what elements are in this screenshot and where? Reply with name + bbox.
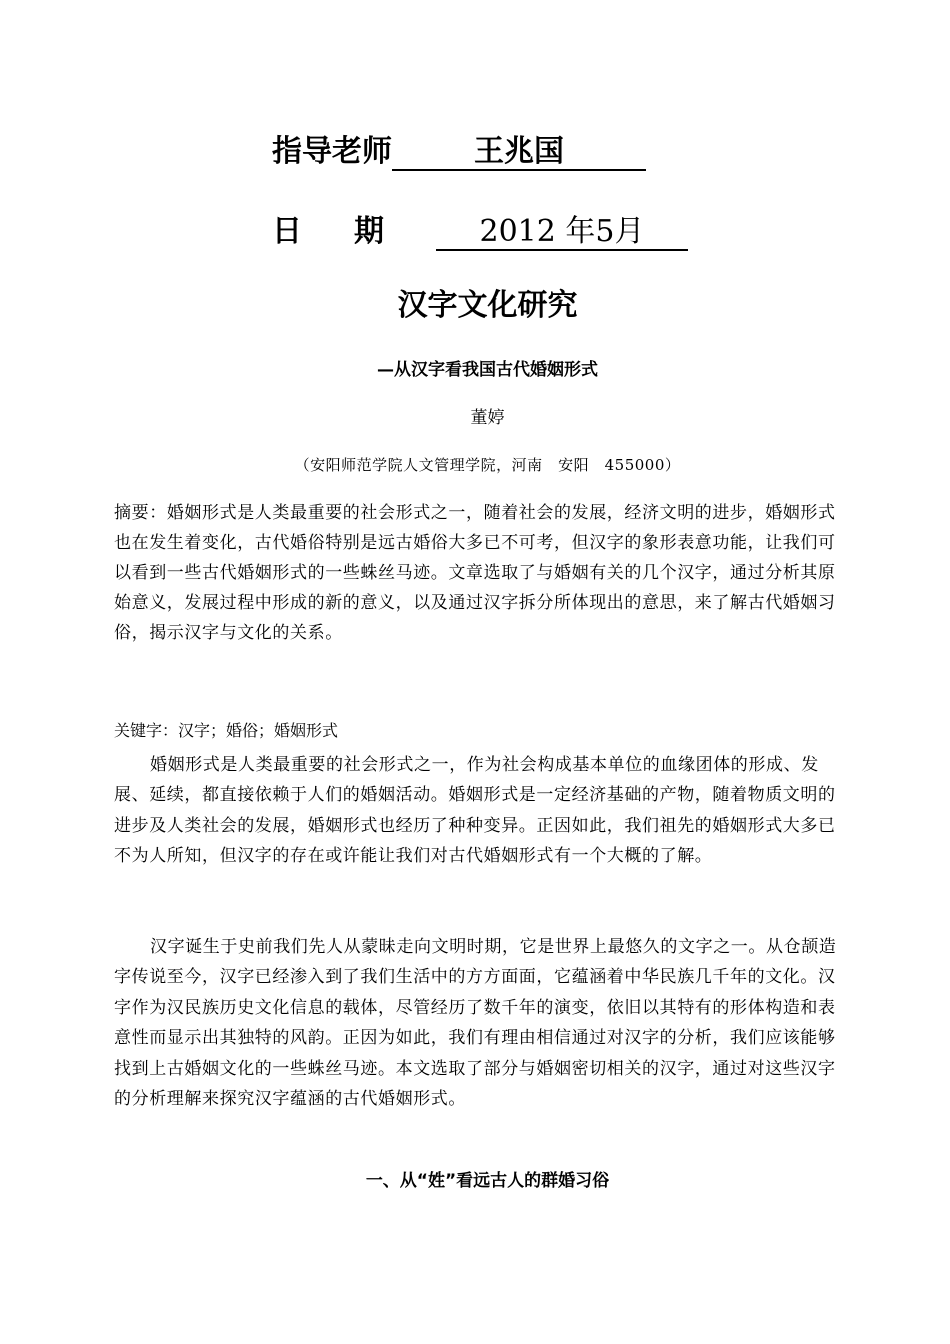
date-value: 2012 年5月 <box>436 215 688 251</box>
date-line <box>272 212 688 252</box>
abstract-block <box>114 498 844 648</box>
author-affiliation: （安阳师范学院人文管理学院，河南 安阳 455000） <box>294 456 681 474</box>
keywords-block <box>114 717 844 745</box>
keywords-text: 汉字；婚俗；婚姻形式 <box>178 721 339 740</box>
paper-subtitle: —从汉字看我国古代婚姻形式 <box>377 360 598 380</box>
abstract-label: 摘要： <box>114 503 167 523</box>
abstract-text: 婚姻形式是人类最重要的社会形式之一，随着社会的发展，经济文明的进步，婚姻形式也在发生着变化，古代婚俗特别是远古婚俗大多已不可考，但汉字的象形表意功能，让我们可以看到一些古代婚姻形式的一些蛛丝马迹。文章选取了与婚姻有关的几个汉字，通过分析其原始意义，发展过程中形成的新的意义，以及通过汉字拆分所体现出的意思，来了解古代婚姻习俗，揭示汉字与文化的关系。 <box>114 503 836 643</box>
keywords-label: 关键字： <box>114 721 179 740</box>
body-paragraph-1: 婚姻形式是人类最重要的社会形式之一，作为社会构成基本单位的血缘团体的形成、发展、延续，都直接依赖于人们的婚姻活动。婚姻形式是一定经济基础的产物，随着物质文明的进步及人类社会的发展，婚姻形式也经历了种种变异。正因如此，我们祖先的婚姻形式大多已不为人所知，但汉字的存在或许能让我们对古代婚姻形式有一个大概的了解。 <box>114 755 836 867</box>
paper-title: 汉字文化研究 <box>397 288 578 323</box>
section-heading: 一、从“姓”看远古人的群婚习俗 <box>365 1171 610 1191</box>
body-paragraph-2: 汉字诞生于史前我们先人从蒙昧走向文明时期，它是世界上最悠久的文字之一。从仓颉造字传说至今，汉字已经渗入到了我们生活中的方方面面，它蕴涵着中华民族几千年的文化。汉字作为汉民族历史文化信息的载体，尽管经历了数千年的演变，依旧以其特有的形体构造和表意性而显示出其独特的风韵。正因为如此，我们有理由相信通过对汉字的分析，我们应该能够找到上古婚姻文化的一些蛛丝马迹。本文选取了部分与婚姻密切相关的汉字，通过对这些汉字的分析理解来探究汉字蕴涵的古代婚姻形式。 <box>114 937 837 1110</box>
advisor-line <box>272 132 646 172</box>
author-name: 董婷 <box>470 408 505 428</box>
advisor-label: 指导老师 <box>272 134 392 169</box>
advisor-name: 王兆国 <box>392 135 646 171</box>
date-label: 日期 <box>272 214 436 249</box>
